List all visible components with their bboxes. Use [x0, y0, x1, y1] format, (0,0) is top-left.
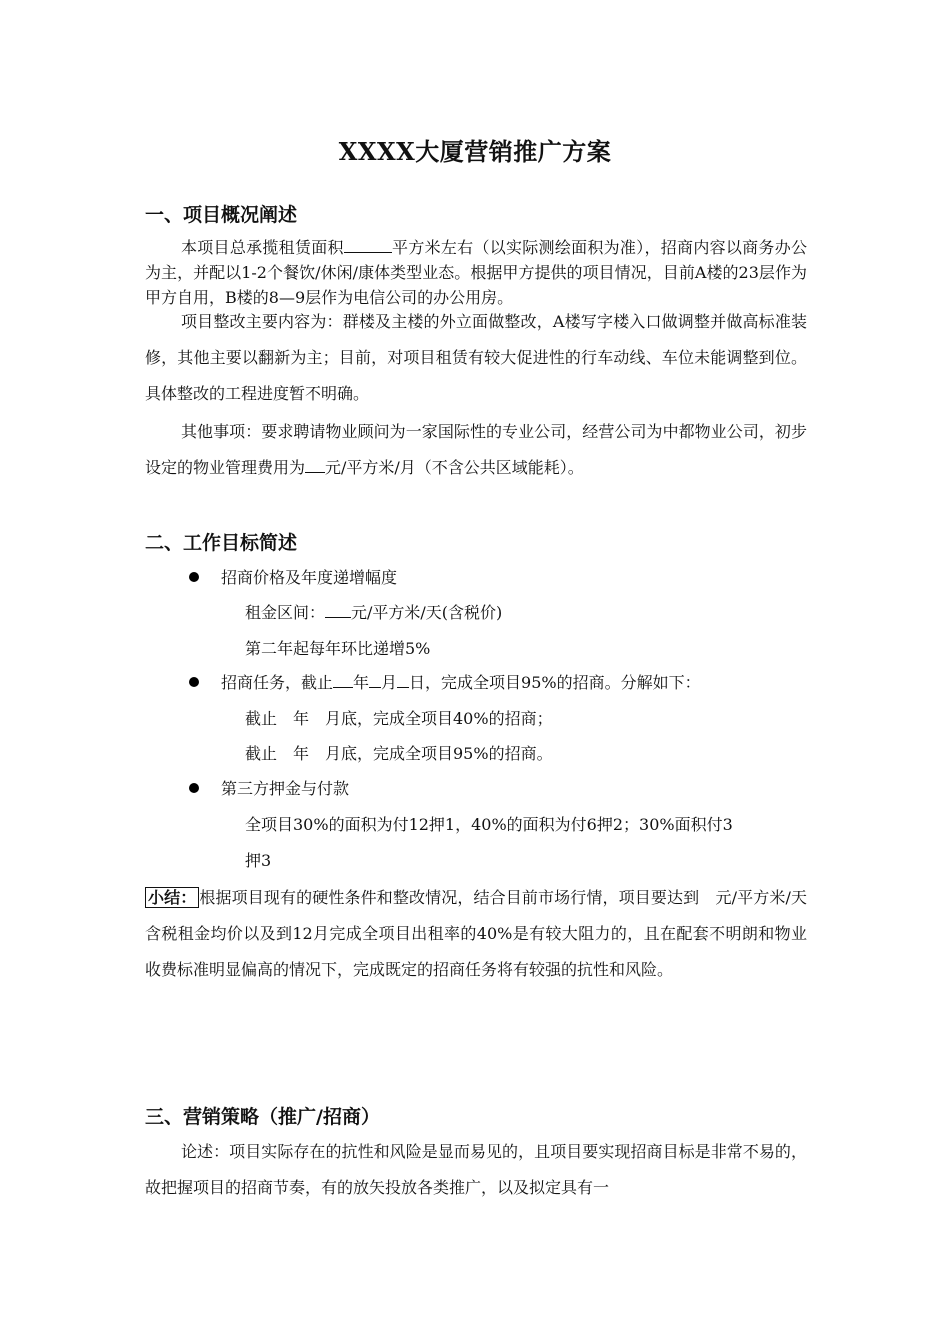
area-blank: [344, 252, 392, 253]
rent-range-unit: 元/平方米/天(含税价): [351, 603, 503, 622]
strategy-paragraph: 论述：项目实际存在的抗性和风险是显而易见的，且项目要实现招商目标是非常不易的，故把握项目的招商节奏，有的放矢投放各类推广，以及拟定具有一: [145, 1142, 807, 1197]
rent-blank: [325, 617, 351, 618]
bullet-icon: [189, 783, 199, 793]
milestone-line-95: 截止 年 月底，完成全项目95%的招商。: [245, 744, 553, 763]
document-title: XXXX大厦营销推广方案: [338, 137, 612, 166]
overview-p3-start: 其他事项：要求聘请物业顾问为一家国际性的专业公司，经营公司为中都物业公司，初步设定的物业管理费用为: [145, 422, 807, 477]
task-month-label: 月: [381, 673, 398, 692]
bullet-item-deposit: 第三方押金与付款: [221, 779, 350, 798]
fee-blank: [305, 472, 325, 473]
year-blank: [333, 687, 353, 688]
overview-p1-rest: 平方米左右（以实际测绘面积为准），招商内容以商务办公为主，并配以1-2个餐饮/休闲/康体类型业态。根据甲方提供的项目情况，目前A楼的23层作为甲方自用，B楼的8—9层作为电信公司的办公用房。: [145, 238, 807, 307]
section-heading-goals: 二、工作目标简述: [145, 532, 298, 554]
rent-range-line: [245, 600, 502, 623]
rent-range-label: 租金区间：: [245, 603, 326, 622]
overview-paragraph-1: [145, 235, 807, 310]
task-year-label: 年: [353, 673, 370, 692]
bullet-icon: [189, 677, 199, 687]
summary-paragraph: [145, 880, 807, 988]
day-blank: [397, 687, 409, 688]
section-heading-strategy: 三、营销策略（推广/招商）: [145, 1106, 380, 1128]
month-blank: [369, 687, 381, 688]
overview-p3-rest: 元/平方米/月（不含公共区域能耗）。: [325, 458, 584, 477]
summary-text: 根据项目现有的硬性条件和整改情况，结合目前市场行情，项目要达到 元/平方米/天含税租金均价以及到12月完成全项目出租率的40%是有较大阻力的，且在配套不明朗和物业收费标准明显偏高的情况下，完成既定的招商任务将有较强的抗性和风险。: [145, 888, 807, 979]
bullet-icon: [189, 572, 199, 582]
overview-paragraph-2: 项目整改主要内容为：群楼及主楼的外立面做整改，A楼写字楼入口做调整并做高标准装修，其他主要以翻新为主；目前，对项目租赁有较大促进性的行车动线、车位未能调整到位。具体整改的工程进度暂不明确。: [145, 312, 807, 403]
milestone-line-40: 截止 年 月底，完成全项目40%的招商；: [245, 709, 553, 728]
overview-p1-start: 本项目总承揽租赁面积: [181, 238, 344, 257]
task-text-end: 日，完成全项目95%的招商。分解如下：: [409, 673, 701, 692]
overview-paragraph-3: [145, 414, 807, 486]
deposit-terms-line-1: 全项目30%的面积为付12押1，40%的面积为付6押2；30%面积付3: [245, 815, 733, 834]
bullet-item-pricing: 招商价格及年度递增幅度: [221, 568, 398, 587]
task-text-start: 招商任务，截止: [221, 673, 334, 692]
deposit-terms-line-2: 押3: [245, 851, 272, 870]
summary-label: 小结：: [145, 887, 199, 908]
yearly-increase-line: 第二年起每年环比递增5%: [245, 639, 431, 658]
section-heading-overview: 一、项目概况阐述: [145, 204, 298, 226]
bullet-item-leasing-task: [221, 670, 701, 693]
